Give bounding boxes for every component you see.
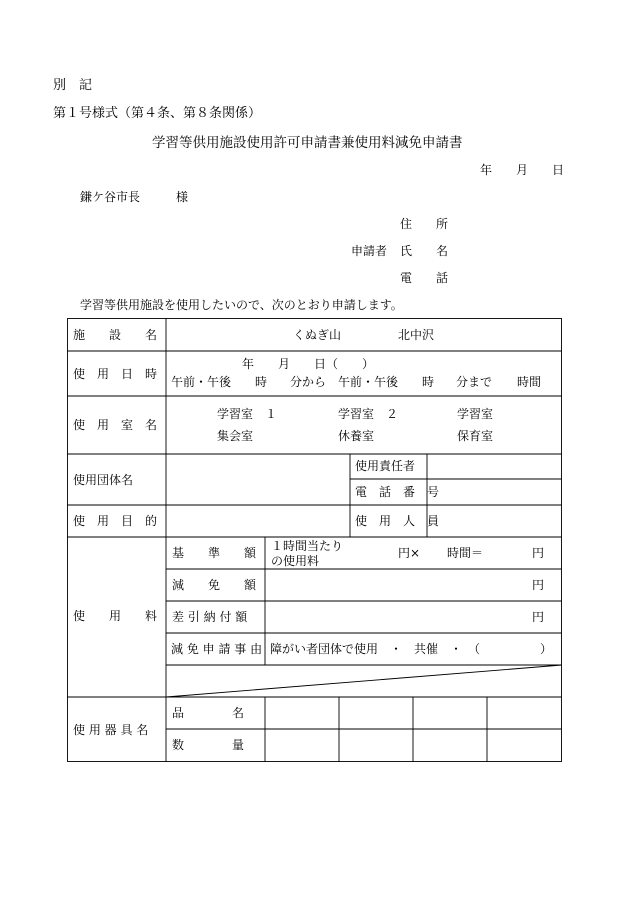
- application-form-table: [67, 318, 562, 762]
- datetime-until: 分まで: [456, 375, 493, 389]
- datetime-label: 使 用 日 時: [73, 367, 158, 381]
- room-option-study1[interactable]: 学習室 １: [217, 407, 278, 421]
- form-number: 第１号様式（第４条、第８条関係）: [53, 106, 262, 121]
- manager-label: 使用責任者: [355, 459, 416, 473]
- applicant-address-label: 住 所: [400, 217, 449, 231]
- datetime-hour-end: 時: [422, 375, 435, 389]
- fee-label: 使 用 料: [73, 609, 158, 623]
- room-option-study[interactable]: 学習室: [457, 407, 494, 421]
- facility-option-kunugiyama[interactable]: くぬぎ山: [293, 328, 342, 342]
- datetime-from: 分から: [290, 375, 327, 389]
- room-option-nursery[interactable]: 保育室: [457, 429, 494, 443]
- intro-statement: 学習等供用施設を使用したいので、次のとおり申請します。: [80, 298, 403, 312]
- group-label: 使用団体名: [73, 473, 134, 487]
- net-payment-yen: 円: [532, 610, 545, 624]
- reduction-reason-label: 減 免 申 請 事 由: [171, 642, 263, 656]
- base-amount-label: 基 準 額: [172, 546, 257, 560]
- addressee: 鎌ケ谷市長 様: [80, 190, 189, 204]
- applicant-prefix: 申請者: [351, 244, 388, 258]
- applicant-name-label: 氏 名: [400, 244, 449, 258]
- document-title: 学習等供用施設使用許可申請書兼使用料減免申請書: [152, 135, 463, 151]
- room-option-rest[interactable]: 休養室: [338, 429, 375, 443]
- datetime-ampm-end[interactable]: 午前・午後: [338, 375, 399, 389]
- base-yen: 円: [532, 546, 545, 560]
- equipment-qty-label: 数 量: [172, 738, 245, 752]
- datetime-date-line[interactable]: 年 月 日（ ）: [242, 357, 375, 371]
- phone-number-label: 電 話 番 号: [355, 485, 440, 499]
- net-payment-label: 差 引 納 付 額: [172, 610, 248, 624]
- equipment-item-label: 品 名: [172, 706, 245, 720]
- facility-option-kitanakazawa[interactable]: 北中沢: [398, 328, 435, 342]
- facility-label: 施 設 名: [73, 328, 158, 342]
- equipment-label: 使 用 器 具 名: [73, 723, 149, 737]
- room-label: 使 用 室 名: [73, 418, 158, 432]
- reduction-reason-options[interactable]: 障がい者団体で使用 ・ 共催 ・ （ ）: [270, 642, 553, 656]
- attendees-label: 使 用 人 員: [355, 514, 440, 528]
- base-yen-times: 円×: [398, 546, 421, 560]
- datetime-hour-start: 時: [255, 375, 268, 389]
- base-hours-equals: 時間＝: [447, 546, 484, 560]
- reduction-amount-label: 減 免 額: [172, 578, 257, 592]
- base-per-hour-line1: １時間当たり: [271, 539, 344, 553]
- purpose-label: 使 用 目 的: [73, 514, 158, 528]
- annex-label: 別 記: [53, 78, 93, 93]
- date-line: 年 月 日: [480, 163, 565, 177]
- datetime-hours: 時間: [517, 375, 542, 389]
- datetime-ampm-start[interactable]: 午前・午後: [171, 375, 232, 389]
- room-option-assembly[interactable]: 集会室: [217, 429, 254, 443]
- reduction-yen: 円: [532, 578, 545, 592]
- base-per-hour-line2: の使用料: [271, 554, 320, 568]
- applicant-phone-label: 電 話: [400, 271, 449, 285]
- room-option-study2[interactable]: 学習室 ２: [338, 407, 399, 421]
